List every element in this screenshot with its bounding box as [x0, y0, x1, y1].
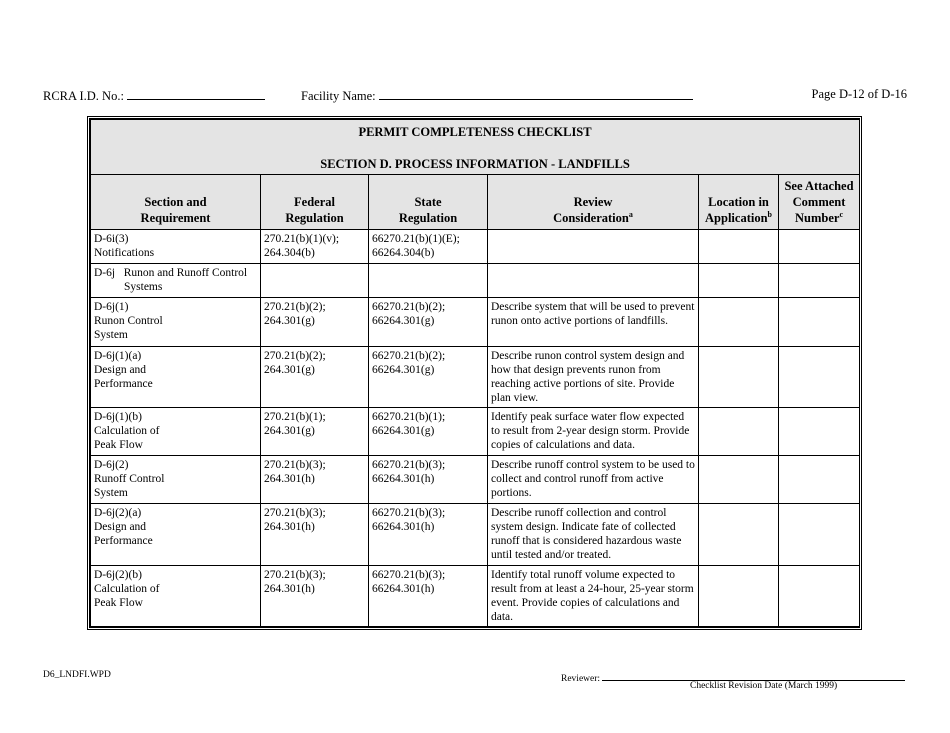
- col-header-federal: Federal Regulation: [261, 175, 369, 230]
- state-cell: 66270.21(b)(2); 66264.301(g): [369, 347, 488, 408]
- location-input-cell[interactable]: [699, 456, 779, 504]
- location-input-cell[interactable]: [699, 230, 779, 264]
- reviewer-blank[interactable]: [602, 670, 905, 681]
- location-input-cell[interactable]: [699, 298, 779, 347]
- state-cell: [369, 264, 488, 298]
- section-title: SECTION D. PROCESS INFORMATION - LANDFILLS: [320, 157, 630, 171]
- file-name: D6_LNDFI.WPD: [43, 670, 111, 680]
- comment-input-cell[interactable]: [779, 230, 860, 264]
- review-cell: Describe system that will be used to prevent runon onto active portions of landfills.: [488, 298, 699, 347]
- review-cell: Describe runoff control system to be used to collect and control runoff from active portions.: [488, 456, 699, 504]
- reviewer-label: Reviewer:: [561, 674, 601, 684]
- section-cell: D-6j(1)(b)Calculation of Peak Flow: [91, 408, 261, 456]
- section-cell: D-6j(1)(a)Design and Performance: [91, 347, 261, 408]
- col-header-location: Location in Application$^b$: [699, 175, 779, 230]
- comment-input-cell[interactable]: [779, 298, 860, 347]
- table-row: [91, 456, 860, 504]
- review-cell: Identify total runoff volume expected to result from at least a 24-hour, 25-year storm event. Provide copies of calculations and data.: [488, 566, 699, 627]
- federal-cell: [261, 264, 369, 298]
- federal-cell: 270.21(b)(1); 264.301(g): [261, 408, 369, 456]
- comment-input-cell[interactable]: [779, 408, 860, 456]
- location-input-cell[interactable]: [699, 504, 779, 566]
- state-cell: 66270.21(b)(1)(E); 66264.304(b): [369, 230, 488, 264]
- header-row: [91, 175, 860, 230]
- comment-input-cell[interactable]: [779, 456, 860, 504]
- state-cell: 66270.21(b)(3); 66264.301(h): [369, 566, 488, 627]
- rcra-id-blank[interactable]: [127, 87, 265, 100]
- col-header-state: State Regulation: [369, 175, 488, 230]
- review-cell: [488, 230, 699, 264]
- section-cell: D-6j(1)Runon Control System: [91, 298, 261, 347]
- section-cell: D-6j(2)Runoff Control System: [91, 456, 261, 504]
- section-cell: D-6i(3)Notifications: [91, 230, 261, 264]
- checklist-title: PERMIT COMPLETENESS CHECKLIST: [358, 125, 592, 139]
- facility-name-label: Facility Name:: [301, 89, 376, 103]
- table-row: [91, 504, 860, 566]
- state-cell: 66270.21(b)(3); 66264.301(h): [369, 456, 488, 504]
- table-row: [91, 230, 860, 264]
- facility-name-field[interactable]: [301, 87, 693, 104]
- location-input-cell[interactable]: [699, 566, 779, 627]
- review-cell: Identify peak surface water flow expected to result from 2-year design storm. Provide copies of calculations and data.: [488, 408, 699, 456]
- section-cell: D-6j(2)(b)Calculation of Peak Flow: [91, 566, 261, 627]
- checklist-table-frame: [87, 116, 862, 630]
- comment-input-cell[interactable]: [779, 504, 860, 566]
- col-header-review: Review Consideration$^a$: [488, 175, 699, 230]
- federal-cell: 270.21(b)(1)(v); 264.304(b): [261, 230, 369, 264]
- col-header-comment: See Attached Comment Number$^c$: [779, 175, 860, 230]
- table-row: [91, 298, 860, 347]
- location-input-cell[interactable]: [699, 264, 779, 298]
- location-input-cell[interactable]: [699, 347, 779, 408]
- facility-name-blank[interactable]: [379, 87, 693, 100]
- comment-input-cell[interactable]: [779, 566, 860, 627]
- comment-input-cell[interactable]: [779, 264, 860, 298]
- revision-date: Checklist Revision Date (March 1999): [690, 681, 838, 691]
- section-cell: D-6j(2)(a)Design and Performance: [91, 504, 261, 566]
- table-row: [91, 264, 860, 298]
- table-row: [91, 566, 860, 627]
- review-cell: Describe runoff collection and control system design. Indicate fate of collected runoff that is considered hazardous waste until tested and/or treated.: [488, 504, 699, 566]
- federal-cell: 270.21(b)(3); 264.301(h): [261, 504, 369, 566]
- rcra-id-label: RCRA I.D. No.:: [43, 89, 124, 103]
- table-row: [91, 408, 860, 456]
- federal-cell: 270.21(b)(2); 264.301(g): [261, 347, 369, 408]
- page-number: Page D-12 of D-16: [811, 87, 907, 101]
- state-cell: 66270.21(b)(2); 66264.301(g): [369, 298, 488, 347]
- section-cell: D-6j Runon and Runoff Control Systems: [91, 264, 261, 298]
- title-cell: [91, 120, 860, 175]
- checklist-table: [90, 119, 860, 627]
- review-cell: [488, 264, 699, 298]
- location-input-cell[interactable]: [699, 408, 779, 456]
- federal-cell: 270.21(b)(2); 264.301(g): [261, 298, 369, 347]
- federal-cell: 270.21(b)(3); 264.301(h): [261, 566, 369, 627]
- rcra-id-field[interactable]: [43, 87, 265, 104]
- comment-input-cell[interactable]: [779, 347, 860, 408]
- title-row: [91, 120, 860, 175]
- state-cell: 66270.21(b)(1); 66264.301(g): [369, 408, 488, 456]
- federal-cell: 270.21(b)(3); 264.301(h): [261, 456, 369, 504]
- state-cell: 66270.21(b)(3); 66264.301(h): [369, 504, 488, 566]
- table-row: [91, 347, 860, 408]
- review-cell: Describe runon control system design and how that design prevents runon from reaching active portions of site. Provide plan view.: [488, 347, 699, 408]
- col-header-section: Section and Requirement: [91, 175, 261, 230]
